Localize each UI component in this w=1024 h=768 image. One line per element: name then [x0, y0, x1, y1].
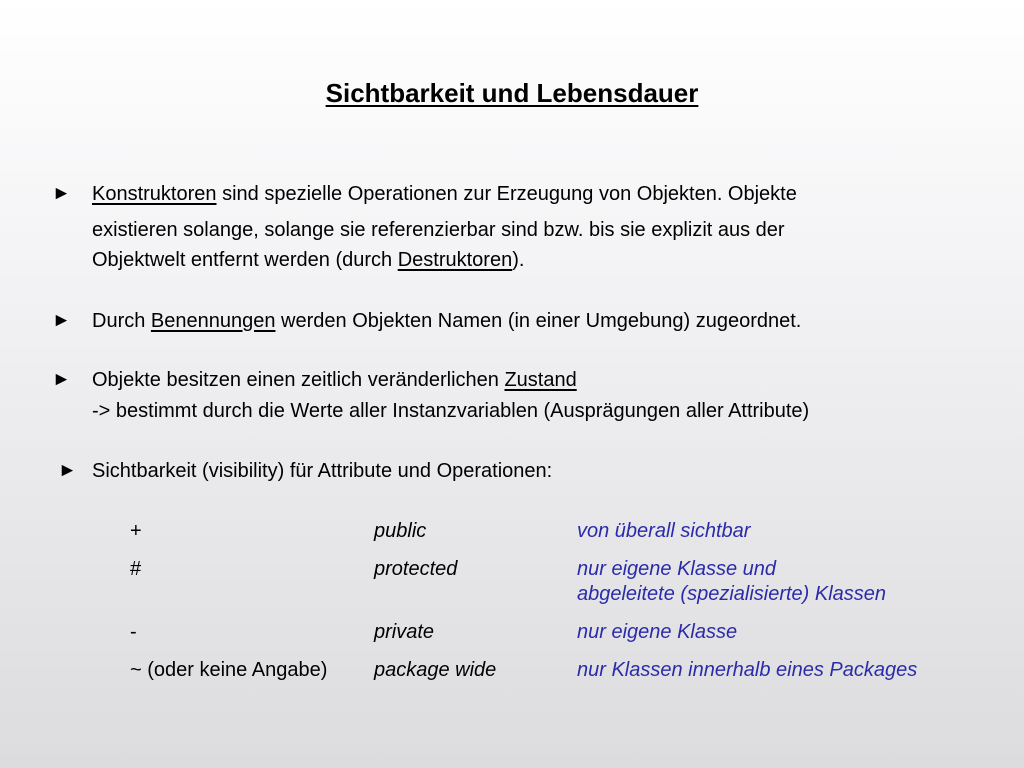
- bullet-1-line-2: existieren solange, solange sie referenzierbar sind bzw. bis sie explizit aus der: [92, 219, 785, 241]
- term-zustand: Zustand: [504, 369, 577, 391]
- bullet-2-line-1: Durch Benennungen werden Objekten Namen (in einer Umgebung) zugeordnet.: [92, 310, 802, 332]
- bullet-3-line-1: Objekte besitzen einen zeitlich veränderlichen Zustand: [92, 369, 577, 391]
- slide-title: Sichtbarkeit und Lebensdauer: [325, 78, 699, 108]
- bullet-1-line-1: Konstruktoren sind spezielle Operationen zur Erzeugung von Objekten. Objekte: [92, 183, 797, 205]
- visibility-symbol: +: [130, 520, 142, 542]
- bullet-triangle-icon: ►: [58, 460, 77, 481]
- visibility-meaning: nur Klassen innerhalb eines Packages: [577, 659, 918, 681]
- term-konstruktoren: Konstruktoren: [92, 183, 217, 205]
- visibility-meaning: nur eigene Klasse: [577, 621, 738, 643]
- visibility-meaning: von überall sichtbar: [577, 520, 751, 542]
- bullet-triangle-icon: ►: [52, 183, 71, 204]
- visibility-symbol: #: [130, 558, 142, 580]
- visibility-keyword: private: [374, 621, 435, 643]
- visibility-symbol: -: [130, 621, 137, 643]
- bullet-4-line-1: Sichtbarkeit (visibility) für Attribute und Operationen:: [92, 460, 553, 482]
- bullet-3-line-2: -> bestimmt durch die Werte aller Instanzvariablen (Ausprägungen aller Attribute): [92, 400, 810, 422]
- bullet-1-line-3: Objektwelt entfernt werden (durch Destruktoren).: [92, 249, 525, 271]
- term-destruktoren: Destruktoren: [397, 249, 513, 271]
- visibility-symbol: ~ (oder keine Angabe): [130, 659, 328, 681]
- visibility-meaning: nur eigene Klasse und: [577, 558, 777, 580]
- visibility-keyword: protected: [374, 558, 458, 580]
- bullet-triangle-icon: ►: [52, 310, 71, 331]
- visibility-keyword: package wide: [374, 659, 497, 681]
- term-benennungen: Benennungen: [150, 310, 276, 332]
- bullet-triangle-icon: ►: [52, 369, 71, 390]
- visibility-keyword: public: [374, 520, 427, 542]
- visibility-meaning-continued: abgeleitete (spezialisierte) Klassen: [577, 583, 887, 605]
